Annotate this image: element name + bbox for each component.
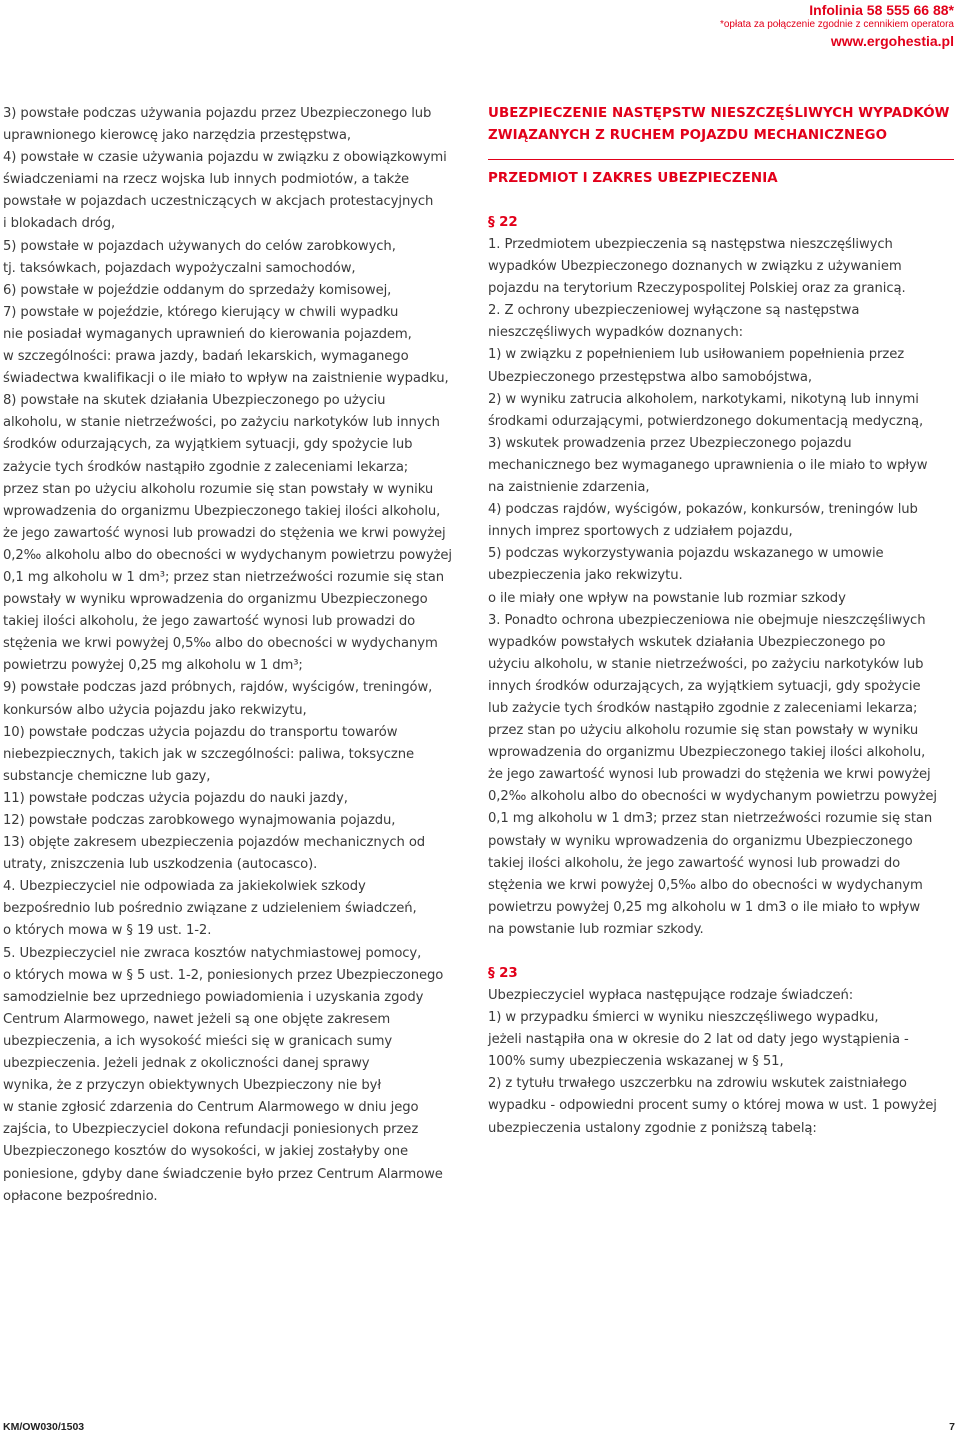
- text-line: 0,2‰ alkoholu albo do obecności w wydychanym powietrzu powyżej: [3, 547, 452, 563]
- text-line: 9) powstałe podczas jazd próbnych, rajdów, wyścigów, treningów,: [3, 680, 433, 696]
- paragraph-mark-22: § 22: [488, 215, 518, 230]
- right-column: [488, 103, 958, 1140]
- section-title-line: UBEZPIECZENIE NASTĘPSTW NIESZCZĘŚLIWYCH WYPADKÓW: [488, 106, 950, 121]
- paragraph-22-body: [488, 234, 958, 941]
- text-line: 100% sumy ubezpieczenia wskazanej w § 51,: [488, 1054, 784, 1070]
- text-line: 3. Ponadto ochrona ubezpieczeniowa nie obejmuje nieszczęśliwych: [488, 612, 926, 628]
- text-line: 4) powstałe w czasie używania pojazdu w związku z obowiązkowymi: [3, 150, 447, 166]
- text-line: 1) w przypadku śmierci w wyniku nieszczęśliwego wypadku,: [488, 1010, 879, 1026]
- text-line: wypadków powstałych wskutek działania Ubezpieczonego po: [488, 634, 886, 650]
- text-line: samodzielnie bez uprzedniego powiadomienia i uzyskania zgody: [3, 989, 424, 1005]
- text-line: 2. Z ochrony ubezpieczeniowej wyłączone są następstwa: [488, 303, 860, 319]
- text-line: i blokadach dróg,: [3, 216, 116, 232]
- text-line: uprawnionego kierowcę jako narzędzia przestępstwa,: [3, 128, 351, 144]
- text-line: powietrzu powyżej 0,25 mg alkoholu w 1 dm3 o ile miało to wpływ: [488, 899, 921, 915]
- website-link[interactable]: www.ergohestia.pl: [830, 32, 954, 49]
- text-line: innych środków odurzających, za wyjątkiem sytuacji, gdy spożycie: [488, 678, 921, 694]
- text-line: mechanicznego bez wymaganego uprawnienia o ile miało to wpływ: [488, 457, 928, 473]
- text-line: o których mowa w § 19 ust. 1-2.: [3, 923, 212, 939]
- text-line: alkoholu, w stanie nietrzeźwości, po zażyciu narkotyków lub innych: [3, 415, 440, 431]
- text-line: użyciu alkoholu, w stanie nietrzeźwości, po zażyciu narkotyków lub: [488, 656, 924, 672]
- text-line: takiej ilości alkoholu, że jego zawartość wynosi lub prowadzi do: [3, 614, 416, 630]
- text-line: bezpośrednio lub pośrednio związane z udzieleniem świadczeń,: [3, 901, 417, 917]
- text-line: 12) powstałe podczas zarobkowego wynajmowania pojazdu,: [3, 813, 396, 828]
- text-line: 1) w związku z popełnieniem lub usiłowaniem popełnienia przez: [488, 347, 905, 363]
- text-line: 0,2‰ alkoholu albo do obecności w wydychanym powietrzu powyżej: [488, 789, 937, 805]
- text-line: 2) w wyniku zatrucia alkoholem, narkotykami, nikotyną lub innymi: [488, 391, 919, 407]
- text-line: przez stan po użyciu alkoholu rozumie się stan powstały w wyniku: [3, 481, 434, 497]
- text-line: pojazdu na terytorium Rzeczypospolitej Polskiej oraz za granicą.: [488, 281, 906, 297]
- text-line: ubezpieczenia, a ich wysokość mieści się w granicach sumy: [3, 1033, 393, 1049]
- text-line: przez stan po użyciu alkoholu rozumie się stan powstały w wyniku: [488, 723, 919, 739]
- text-line: ubezpieczenia ustalony zgodnie z poniższą tabelą:: [488, 1120, 817, 1136]
- text-line: substancje chemiczne lub gazy,: [3, 768, 211, 784]
- text-line: 4. Ubezpieczyciel nie odpowiada za jakiekolwiek szkody: [3, 879, 366, 895]
- text-line: lub zażycie tych środków nastąpiło zgodnie z zaleceniami lekarza;: [488, 700, 918, 716]
- text-line: 5) powstałe w pojazdach używanych do celów zarobkowych,: [3, 238, 396, 254]
- text-line: 8) powstałe na skutek działania Ubezpieczonego po użyciu: [3, 393, 386, 409]
- section-title-line: ZWIĄZANYCH Z RUCHEM POJAZDU MECHANICZNEGO: [488, 128, 888, 143]
- text-line: 3) wskutek prowadzenia przez Ubezpieczonego pojazdu: [488, 435, 852, 451]
- text-line: świadczeniami na rzecz wojska lub innych podmiotów, a także: [3, 172, 410, 188]
- section-subtitle: PRZEDMIOT I ZAKRES UBEZPIECZENIA: [488, 171, 778, 186]
- text-line: 4) podczas rajdów, wyścigów, pokazów, konkursów, treningów lub: [488, 502, 918, 518]
- text-line: wynika, że z przyczyn obiektywnych Ubezpieczony nie był: [3, 1078, 382, 1094]
- text-line: 5. Ubezpieczyciel nie zwraca kosztów natychmiastowej pomocy,: [3, 945, 422, 961]
- text-line: wprowadzenia do organizmu Ubezpieczonego takiej ilości alkoholu,: [488, 745, 926, 761]
- text-line: takiej ilości alkoholu, że jego zawartość wynosi lub prowadzi do: [488, 855, 901, 871]
- text-line: 1. Przedmiotem ubezpieczenia są następstwa nieszczęśliwych: [488, 237, 893, 252]
- paragraph-23-body: [488, 985, 958, 1140]
- text-line: jeżeli nastąpiła ona w okresie do 2 lat od daty jego wystąpienia -: [488, 1032, 909, 1048]
- text-line: że jego zawartość wynosi lub prowadzi do stężenia we krwi powyżej: [488, 767, 931, 783]
- text-line: 0,1 mg alkoholu w 1 dm³; przez stan nietrzeźwości rozumie się stan: [3, 569, 445, 585]
- text-line: utraty, zniszczenia lub uszkodzenia (autocasco).: [3, 857, 318, 873]
- page-number: 7: [949, 1421, 955, 1433]
- text-line: w szczególności: prawa jazdy, badań lekarskich, wymaganego: [3, 349, 409, 365]
- text-line: 10) powstałe podczas użycia pojazdu do transportu towarów: [3, 724, 398, 740]
- text-line: zażycie tych środków nastąpiło zgodnie z zaleceniami lekarza;: [3, 459, 409, 475]
- text-line: poniesione, gdyby dane świadczenie było przez Centrum Alarmowe: [3, 1166, 443, 1182]
- title-divider: [488, 159, 954, 160]
- text-line: zajścia, to Ubezpieczyciel dokona refundacji poniesionych przez: [3, 1122, 419, 1138]
- text-line: niebezpiecznych, takich jak w szczególności: paliwa, toksyczne: [3, 746, 414, 762]
- text-line: w stanie zgłosić zdarzenia do Centrum Alarmowego w dniu jego: [3, 1100, 419, 1116]
- text-line: Centrum Alarmowego, nawet jeżeli są one objęte zakresem: [3, 1011, 391, 1027]
- text-line: stężenia we krwi powyżej 0,5‰ albo do obecności w wydychanym: [3, 636, 438, 652]
- text-line: 0,1 mg alkoholu w 1 dm3; przez stan nietrzeźwości rozumie się stan: [488, 811, 933, 827]
- text-line: że jego zawartość wynosi lub prowadzi do stężenia we krwi powyżej: [3, 525, 446, 541]
- text-line: na powstanie lub rozmiar szkody.: [488, 921, 704, 937]
- text-line: powstały w wyniku wprowadzenia do organizmu Ubezpieczonego: [488, 833, 913, 849]
- text-line: powstały w wyniku wprowadzenia do organizmu Ubezpieczonego: [3, 592, 428, 608]
- text-line: Ubezpieczonego kosztów do wysokości, w jakiej zostałyby one: [3, 1144, 409, 1160]
- text-line: 2) z tytułu trwałego uszczerbku na zdrowiu wskutek zaistniałego: [488, 1076, 907, 1092]
- text-line: innych imprez sportowych z udziałem pojazdu,: [488, 524, 793, 540]
- text-line: powietrzu powyżej 0,25 mg alkoholu w 1 dm³;: [3, 658, 303, 674]
- text-line: 5) podczas wykorzystywania pojazdu wskazanego w umowie: [488, 546, 884, 562]
- text-line: środkami odurzającymi, potwierdzonego dokumentacją medyczną,: [488, 413, 924, 429]
- paragraph-mark-23: § 23: [488, 966, 518, 981]
- text-line: na zaistnienie zdarzenia,: [488, 480, 650, 496]
- text-line: świadectwa kwalifikacji o ile miało to wpływ na zaistnienie wypadku,: [3, 371, 449, 387]
- text-line: o których mowa w § 5 ust. 1-2, poniesionych przez Ubezpieczonego: [3, 967, 444, 983]
- text-line: o ile miały one wpływ na powstanie lub rozmiar szkody: [488, 590, 846, 606]
- text-line: Ubezpieczyciel wypłaca następujące rodzaje świadczeń:: [488, 988, 854, 1003]
- text-line: stężenia we krwi powyżej 0,5‰ albo do obecności w wydychanym: [488, 877, 923, 893]
- text-line: 6) powstałe w pojeździe oddanym do sprzedaży komisowej,: [3, 282, 392, 298]
- text-line: 11) powstałe podczas użycia pojazdu do nauki jazdy,: [3, 790, 348, 806]
- text-line: ubezpieczenia. Jeżeli jednak z okoliczności danej sprawy: [3, 1056, 370, 1072]
- text-line: opłacone bezpośrednio.: [3, 1188, 158, 1204]
- left-column: [3, 103, 471, 1208]
- text-line: wypadku - odpowiedni procent sumy o której mowa w ust. 1 powyżej: [488, 1098, 937, 1114]
- text-line: nieszczęśliwych wypadków doznanych:: [488, 325, 743, 341]
- text-line: wprowadzenia do organizmu Ubezpieczonego takiej ilości alkoholu,: [3, 503, 441, 519]
- document-code: KM/OW030/1503: [3, 1421, 85, 1433]
- text-line: środków odurzających, za wyjątkiem sytuacji, gdy spożycie lub: [3, 437, 413, 453]
- text-line: 13) objęte zakresem ubezpieczenia pojazdów mechanicznych od: [3, 835, 426, 851]
- text-line: Ubezpieczonego przestępstwa albo samobójstwa,: [488, 369, 812, 385]
- text-line: tj. taksówkach, pojazdach wypożyczalni samochodów,: [3, 260, 356, 276]
- text-line: wypadków Ubezpieczonego doznanych w związku z używaniem: [488, 259, 902, 275]
- text-line: nie posiadał wymaganych uprawnień do kierowania pojazdem,: [3, 326, 412, 342]
- text-line: konkursów albo użycia pojazdu jako rekwizytu,: [3, 702, 307, 718]
- text-line: ubezpieczenia jako rekwizytu.: [488, 568, 683, 584]
- text-line: powstałe w pojazdach uczestniczących w akcjach protestacyjnych: [3, 194, 434, 210]
- text-line: 7) powstałe w pojeździe, którego kierujący w chwili wypadku: [3, 304, 399, 320]
- hotline-note: *opłata za połączenie zgodnie z cennikiem operatora: [719, 18, 954, 30]
- text-line: 3) powstałe podczas używania pojazdu przez Ubezpieczonego lub: [3, 106, 432, 121]
- hotline-number: Infolinia 58 555 66 88*: [809, 2, 954, 18]
- page-header: [720, 2, 954, 50]
